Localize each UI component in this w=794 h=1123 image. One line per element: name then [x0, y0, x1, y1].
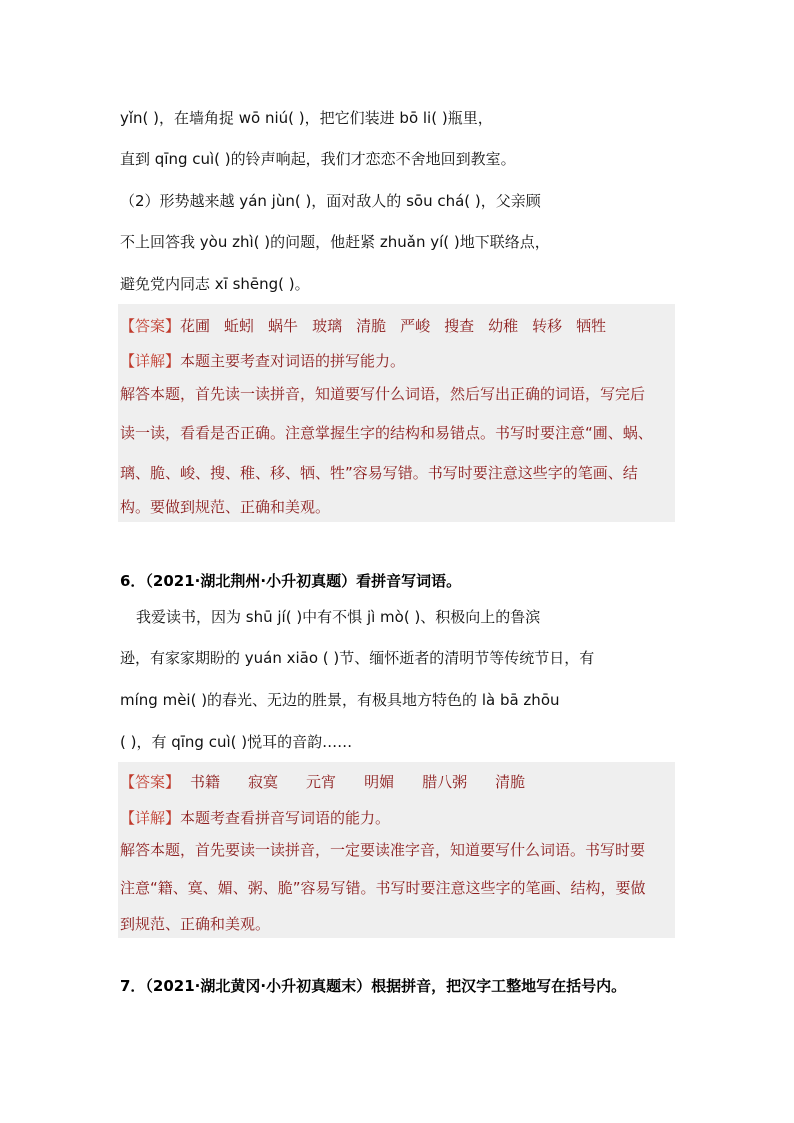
detail-tag: 【详解】 — [120, 809, 181, 827]
answer-word: 蚯蚓 — [224, 317, 255, 335]
detail-line: 解答本题，首先要读一读拼音，一定要读准字音，知道要写什么词语。书写时要 — [120, 841, 646, 859]
answer-word: 转移 — [532, 317, 563, 335]
answer-tag: 【答案】 — [120, 317, 181, 335]
detail-first: 本题考查看拼音写词语的能力。 — [180, 809, 391, 827]
question-6-line-1: 我爱读书，因为 shū jí( )中有不惧 jì mò( )、积极向上的鲁滨 — [136, 608, 541, 626]
answer-word: 花圃 — [180, 317, 211, 335]
answer-word: 严峻 — [400, 317, 431, 335]
answer-word: 玻璃 — [312, 317, 343, 335]
answer-word: 寂寞 — [248, 773, 279, 791]
question-6-line-3: míng mèi( )的春光、无边的胜景，有极具地方特色的 là bā zhōu — [120, 691, 560, 709]
answer-line-q6 — [120, 772, 675, 792]
prev-question-line-2: 直到 qīng cuì( )的铃声响起，我们才恋恋不舍地回到教室。 — [120, 150, 516, 168]
answer-word: 清脆 — [495, 773, 526, 791]
answer-word: 腊八粥 — [422, 773, 468, 791]
detail-first: 本题主要考查对词语的拼写能力。 — [180, 352, 406, 370]
answer-word: 搜查 — [444, 317, 475, 335]
detail-line: 解答本题，首先读一读拼音，知道要写什么词语，然后写出正确的词语，写完后 — [120, 385, 646, 403]
answer-tag: 【答案】 — [120, 773, 181, 791]
detail-line: 璃、脆、峻、搜、稚、移、牺、牲”容易写错。书写时要注意这些字的笔画、结 — [120, 464, 638, 482]
prev-question-line-1: yǐn( )，在墙角捉 wō niú( )，把它们装进 bō li( )瓶里， — [120, 109, 493, 127]
detail-line-prev-head — [120, 351, 675, 371]
answer-word: 明媚 — [364, 773, 395, 791]
detail-tag: 【详解】 — [120, 352, 181, 370]
prev-question-line-4: 不上回答我 yòu zhì( )的问题，他赶紧 zhuǎn yí( )地下联络点， — [120, 233, 550, 251]
detail-line: 读一读，看看是否正确。注意掌握生字的结构和易错点。书写时要注意“圃、蜗、 — [120, 424, 653, 442]
answer-word: 蜗牛 — [268, 317, 299, 335]
answer-word: 幼稚 — [488, 317, 519, 335]
question-6-line-2: 逊，有家家期盼的 yuán xiāo ( )节、缅怀逝者的清明节等传统节日，有 — [120, 649, 595, 667]
prev-question-line-5: 避免党内同志 xī shēng( )。 — [120, 275, 310, 293]
answer-word: 元宵 — [306, 773, 337, 791]
answer-line-prev — [120, 316, 675, 336]
question-7-title: 7．（2021·湖北黄冈·小升初真题末）根据拼音，把汉字工整地写在括号内。 — [120, 977, 627, 995]
answer-word: 牺牲 — [576, 317, 607, 335]
prev-question-line-3: （2）形势越来越 yán jùn( )，面对敌人的 sōu chá( )，父亲顾 — [120, 192, 541, 210]
answer-word: 清脆 — [356, 317, 387, 335]
answer-word: 书籍 — [190, 773, 221, 791]
answer-box-prev — [118, 304, 675, 522]
detail-line: 到规范、正确和美观。 — [120, 915, 271, 933]
question-6-line-4: ( )，有 qīng cuì( )悦耳的音韵…… — [120, 733, 353, 751]
detail-line: 构。要做到规范、正确和美观。 — [120, 498, 331, 516]
detail-line-q6-head — [120, 808, 675, 828]
question-6-title: 6．（2021·湖北荆州·小升初真题）看拼音写词语。 — [120, 572, 462, 590]
detail-line: 注意“籍、寞、媚、粥、脆”容易写错。书写时要注意这些字的笔画、结构，要做 — [120, 879, 646, 897]
